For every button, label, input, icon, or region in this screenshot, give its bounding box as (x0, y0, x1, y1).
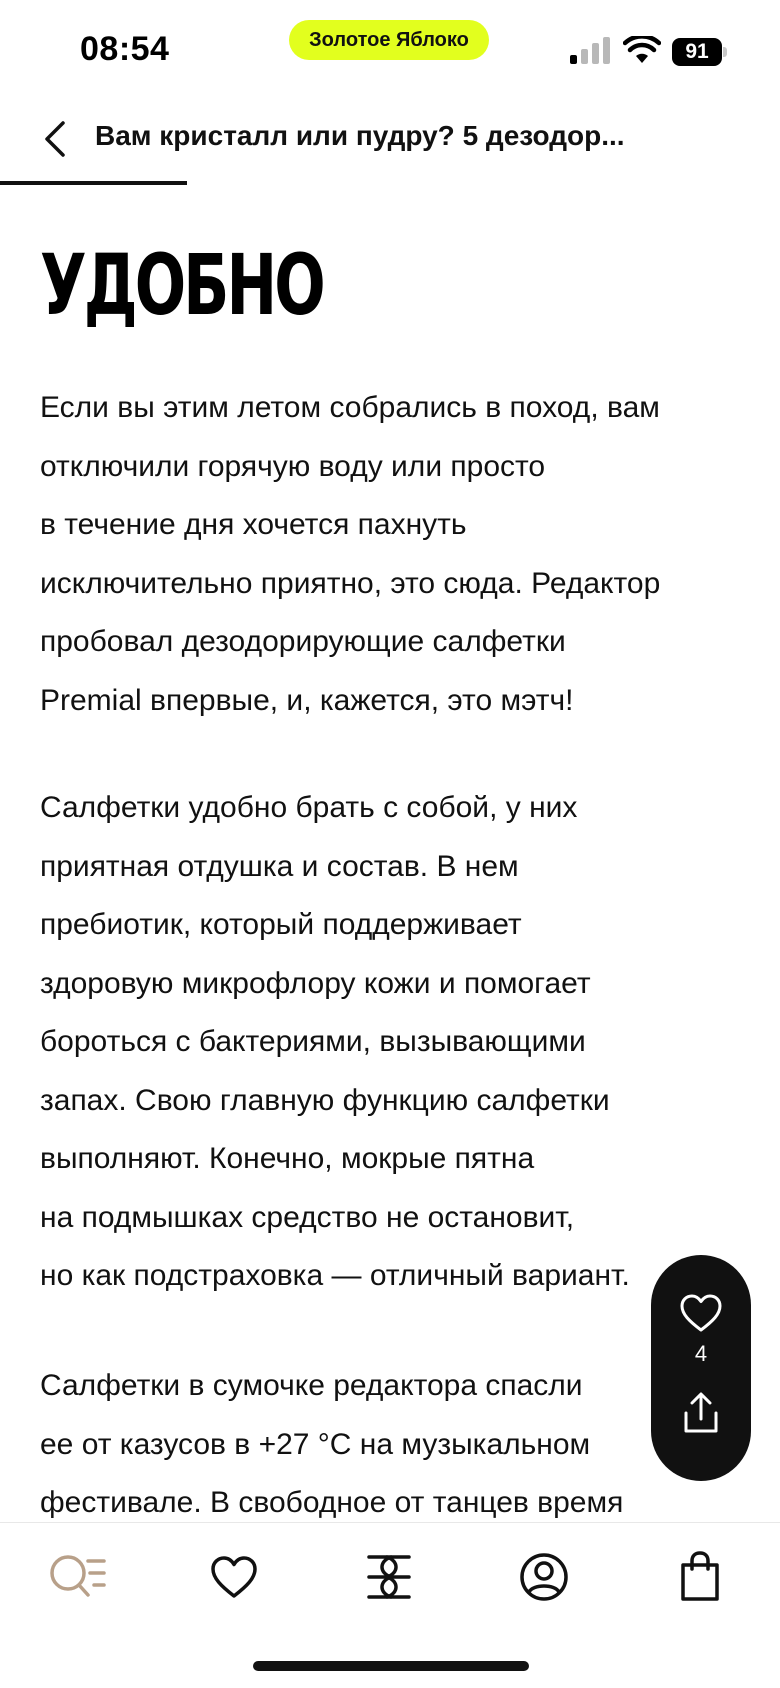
nav-cart[interactable] (668, 1545, 732, 1609)
text-line: пробовал дезодорирующие салфетки (40, 625, 566, 658)
battery-level: 91 (672, 38, 722, 66)
heart-icon (209, 1554, 259, 1600)
shopping-bag-icon (678, 1551, 722, 1603)
text-line: но как подстраховка — отличный вариант. (40, 1259, 630, 1292)
page-title: Вам кристалл или пудру? 5 дезодор... (95, 120, 625, 151)
text-line: ее от казусов в +27 °C на музыкальном (40, 1427, 591, 1461)
status-bar (0, 0, 780, 100)
article-header (0, 100, 780, 186)
wifi-icon (623, 36, 661, 64)
user-icon (518, 1551, 570, 1603)
paragraph-1 (40, 379, 750, 730)
heart-icon[interactable] (679, 1293, 723, 1333)
nav-favorites[interactable] (202, 1545, 266, 1609)
signal-icon (570, 36, 610, 64)
text-line: бороться с бактериями, вызывающими (40, 1025, 586, 1058)
like-count: 4 (694, 1341, 708, 1366)
text-line: Салфетки в сумочке редактора спасли (40, 1369, 583, 1402)
section-heading: УДОБНО (40, 236, 323, 334)
text-line: приятная отдушка и состав. В нем (40, 849, 519, 883)
text-line: Premial впервые, и, кажется, это мэтч! (40, 683, 574, 717)
home-indicator (253, 1661, 529, 1671)
nav-brand[interactable] (357, 1545, 421, 1609)
nav-search[interactable] (46, 1545, 110, 1609)
text-line: пребиотик, который поддерживает (40, 908, 522, 941)
text-line: фестивале. В свободное от танцев время (40, 1486, 624, 1519)
carrier-pill: Золотое Яблоко (289, 20, 489, 60)
reading-progress-fill (0, 181, 187, 185)
share-icon[interactable] (681, 1391, 721, 1435)
paragraph-3 (40, 1357, 720, 1533)
status-time: 08:54 (80, 30, 170, 68)
text-line: выполняют. Конечно, мокрые пятна (40, 1142, 535, 1175)
battery-cap (723, 47, 727, 57)
text-line: запах. Свою главную функцию салфетки (40, 1083, 610, 1117)
brand-logo-icon (365, 1551, 413, 1603)
bottom-navigation (0, 1522, 780, 1688)
chevron-left-icon (41, 119, 69, 159)
nav-profile[interactable] (512, 1545, 576, 1609)
text-line: в течение дня хочется пахнуть (40, 508, 467, 541)
battery-icon (672, 38, 728, 66)
article-body (40, 235, 750, 1519)
floating-actions (651, 1255, 751, 1481)
text-line: отключили горячую воду или просто (40, 449, 546, 483)
reading-progress-bar (0, 181, 780, 185)
text-line: исключительно приятно, это сюда. Редактор (40, 566, 661, 600)
text-line: Если вы этим летом собрались в поход, вам (40, 391, 660, 424)
text-line: на подмышках средство не остановит, (40, 1200, 575, 1234)
text-line: Салфетки удобно брать с собой, у них (40, 791, 578, 824)
search-menu-icon (48, 1551, 108, 1603)
paragraph-2 (40, 779, 720, 1306)
text-line: здоровую микрофлору кожи и помогает (40, 966, 591, 1000)
back-button[interactable] (30, 114, 80, 164)
